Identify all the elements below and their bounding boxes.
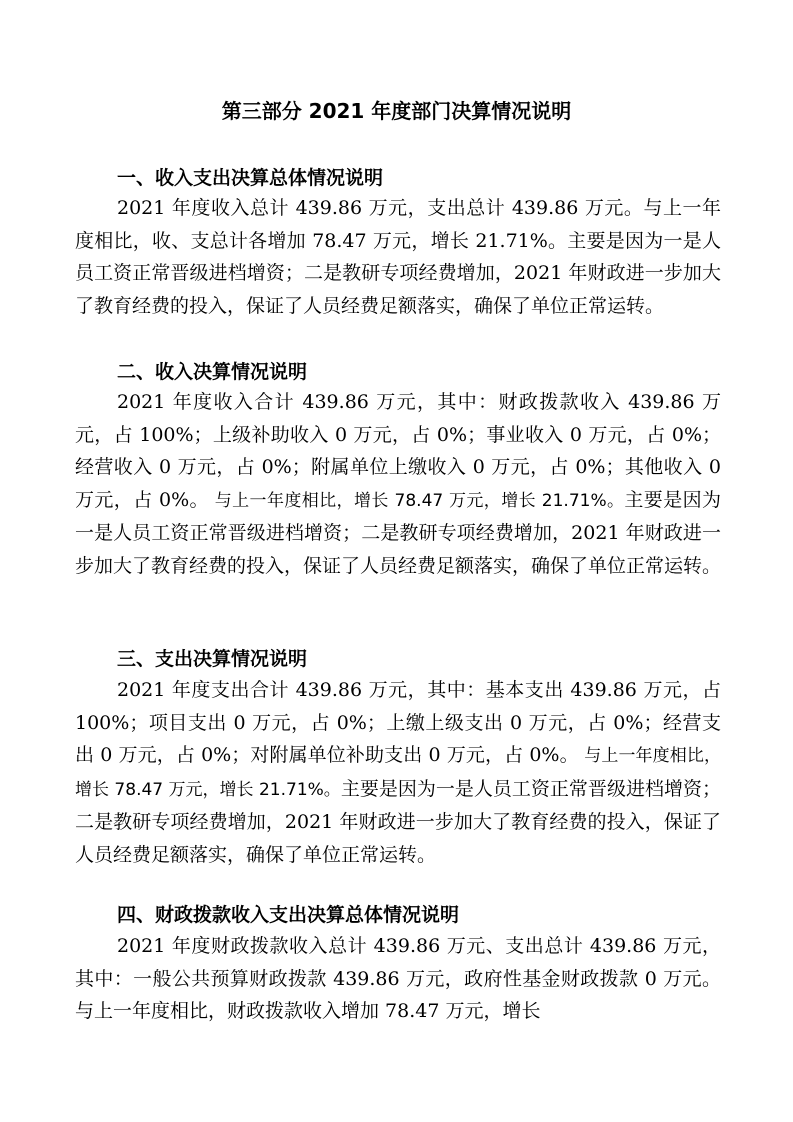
section-2-heading: 二、收入决算情况说明 xyxy=(117,361,308,383)
section-2-paragraph xyxy=(75,386,721,582)
section-3-heading: 三、支出决算情况说明 xyxy=(117,648,308,670)
page-title: 第三部分 2021 年度部门决算情况说明 xyxy=(221,99,572,123)
section-1-heading: 一、收入支出决算总体情况说明 xyxy=(117,167,384,189)
section-2-text-a: 2021 年度收入合计 439.86 万元，其中：财政拨款收入 439.86 万元，占 100%；上级补助收入 0 万元，占 0%；事业收入 0 万元，占 0%；经营收入 0 万元，占 0%；附属单位上缴收入 0 万元，占 0%；其他收入 0 万元，占 0%。 xyxy=(75,391,721,511)
section-1-paragraph: 2021 年度收入总计 439.86 万元，支出总计 439.86 万元。与上一年度相比，收、支总计各增加 78.47 万元，增长 21.71%。主要是因为一是人员工资正常晋级进档增资；二是教研专项经费增加，2021 年财政进一步加大了教育经费的投入，保证了人员经费足额落实，确保了单位正常运转。 xyxy=(75,197,721,317)
section-4-heading: 四、财政拨款收入支出决算总体情况说明 xyxy=(117,904,460,926)
section-2-text-b: 与上一年度相比，增长 78.47 万元，增长 21.71%。 xyxy=(208,490,625,511)
section-3-text-c: 主要是因为一是人员工资正常晋级进档增资；二是教研专项经费增加，2021 年财政进一步加大了教育经费的投入，保证了人员经费足额落实，确保了单位正常运转。 xyxy=(75,777,721,866)
section-2-text-c: 主要是因为一是人员工资正常晋级进档增资；二是教研专项经费增加，2021 年财政进一步加大了教育经费的投入，保证了人员经费足额落实，确保了单位正常运转。 xyxy=(75,488,722,577)
section-3-paragraph xyxy=(75,674,721,871)
section-3-text-b: 与上一年度相比，增长 78.47 万元，增长 21.71%。 xyxy=(75,746,721,800)
section-4-paragraph: 2021 年度财政拨款收入总计 439.86 万元、支出总计 439.86 万元，其中：一般公共预算财政拨款 439.86 万元，政府性基金财政拨款 0 万元。与上一年度相比，财政拨款收入增加 78.47 万元，增长 xyxy=(75,935,721,1022)
section-3-text-a: 2021 年度支出合计 439.86 万元，其中：基本支出 439.86 万元，占 100%；项目支出 0 万元，占 0%；上缴上级支出 0 万元，占 0%；经营支出 0 万元，占 0%；对附属单位补助支出 0 万元，占 0%。 xyxy=(75,679,721,766)
